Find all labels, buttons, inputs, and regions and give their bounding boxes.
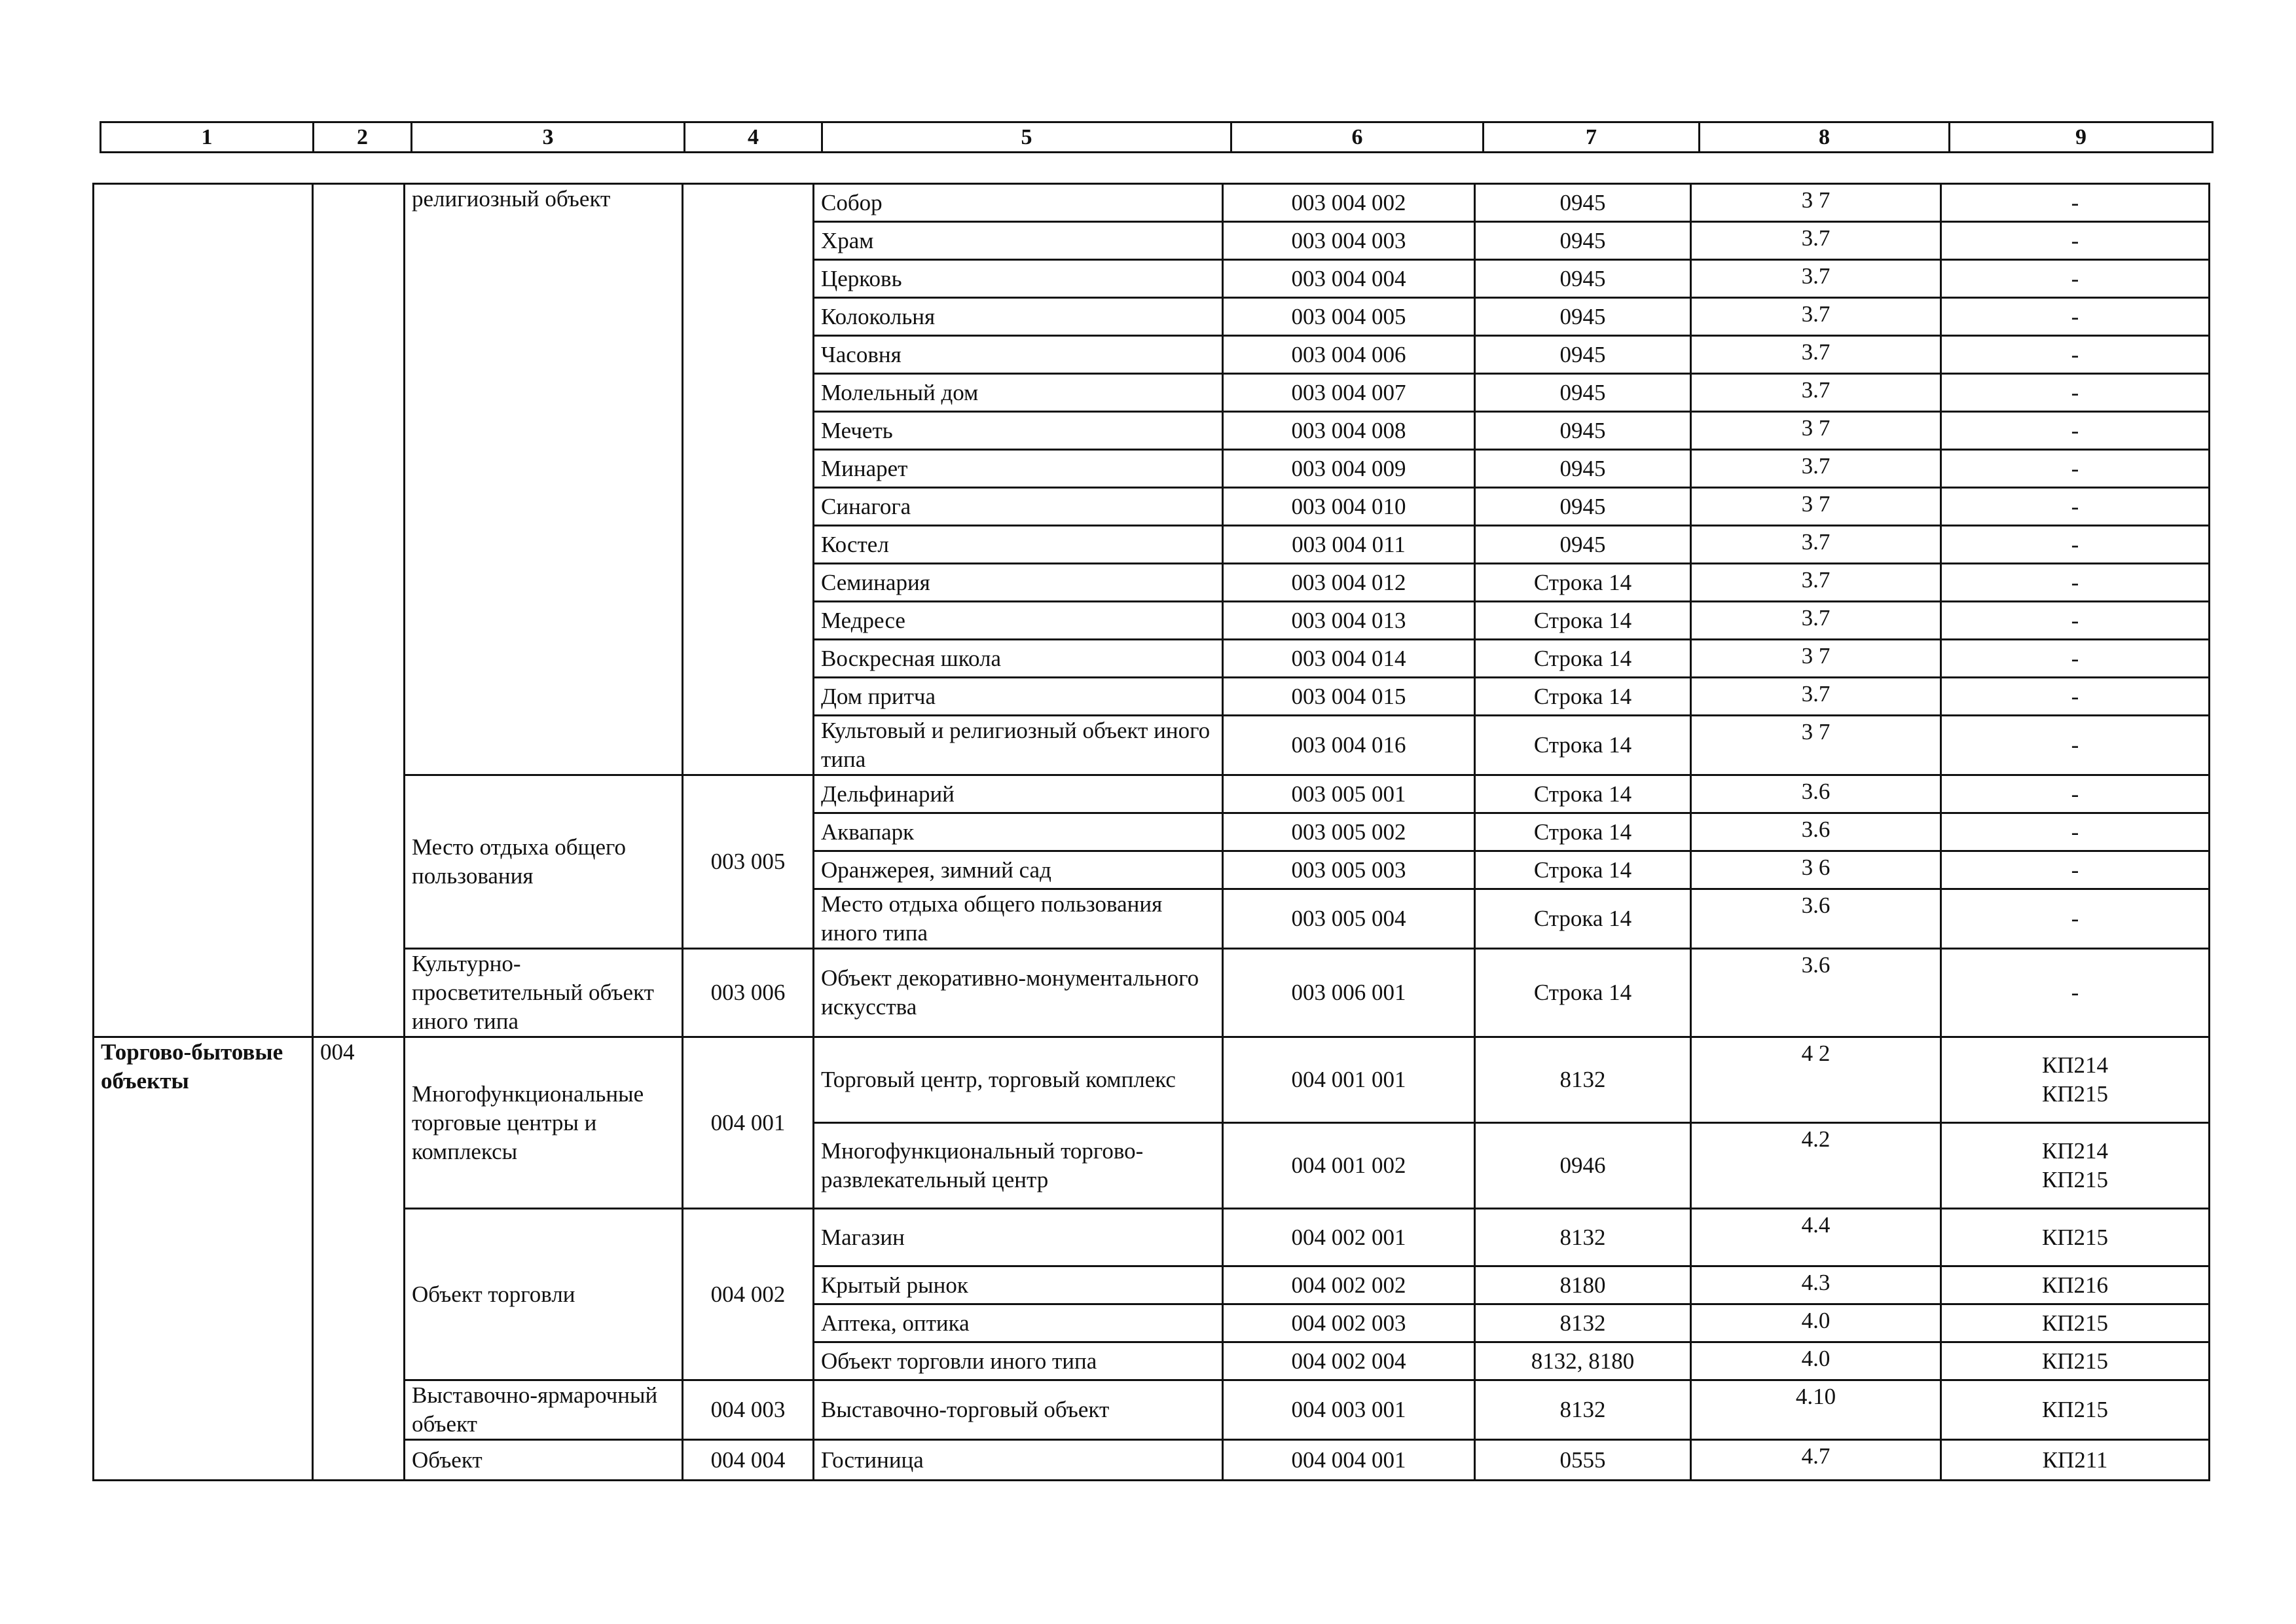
object-name-cell: Семинария (814, 564, 1223, 602)
group-code-cell (683, 184, 814, 775)
norm-cell: 3.7 (1691, 602, 1941, 640)
object-name-cell: Дельфинарий (814, 775, 1223, 813)
object-code-cell: 003 004 004 (1223, 260, 1475, 298)
category-name-cell (94, 184, 313, 1037)
kp-code-cell: - (1941, 222, 2210, 260)
object-name-cell: Гостиница (814, 1440, 1223, 1481)
category-code-cell: 004 (313, 1037, 405, 1481)
okof-code-cell: 8132, 8180 (1475, 1342, 1691, 1380)
object-name-cell: Мечеть (814, 412, 1223, 450)
okof-code-cell: 0945 (1475, 488, 1691, 526)
table-row (94, 1209, 2210, 1266)
group-name-cell: Объект (405, 1440, 683, 1481)
category-code-cell (313, 184, 405, 1037)
table-row (94, 1440, 2210, 1481)
kp-code-cell: - (1941, 813, 2210, 851)
object-name-cell: Дом притча (814, 678, 1223, 716)
norm-cell: 4 2 (1691, 1037, 1941, 1123)
object-code-cell: 004 002 002 (1223, 1266, 1475, 1304)
header-cell-5: 5 (822, 122, 1231, 153)
okof-code-cell: 0945 (1475, 374, 1691, 412)
table-row (94, 775, 2210, 813)
kp-code-cell: КП215 (1941, 1304, 2210, 1342)
kp-code-cell: - (1941, 374, 2210, 412)
kp-code-cell: - (1941, 851, 2210, 889)
okof-code-cell: Строка 14 (1475, 602, 1691, 640)
okof-code-cell: 0945 (1475, 336, 1691, 374)
norm-cell: 3.7 (1691, 336, 1941, 374)
okof-code-cell: 0945 (1475, 450, 1691, 488)
table-row (94, 184, 2210, 222)
group-code-cell: 003 005 (683, 775, 814, 949)
okof-code-cell: 8132 (1475, 1037, 1691, 1123)
group-code-cell: 004 002 (683, 1209, 814, 1380)
norm-cell: 3.7 (1691, 526, 1941, 564)
classifier-table (92, 183, 2210, 1481)
object-name-cell: Многофункциональный торгово-развлекательный центр (814, 1123, 1223, 1209)
kp-code-cell: КП214 КП215 (1941, 1037, 2210, 1123)
object-code-cell: 003 004 006 (1223, 336, 1475, 374)
object-name-cell: Часовня (814, 336, 1223, 374)
object-name-cell: Выставочно-торговый объект (814, 1380, 1223, 1440)
kp-code-cell: - (1941, 564, 2210, 602)
object-code-cell: 003 006 001 (1223, 949, 1475, 1037)
okof-code-cell: Строка 14 (1475, 640, 1691, 678)
object-code-cell: 004 004 001 (1223, 1440, 1475, 1481)
okof-code-cell: Строка 14 (1475, 678, 1691, 716)
norm-cell: 3.6 (1691, 775, 1941, 813)
object-name-cell: Молельный дом (814, 374, 1223, 412)
kp-code-cell: - (1941, 716, 2210, 775)
kp-code-cell: КП214 КП215 (1941, 1123, 2210, 1209)
norm-cell: 4.0 (1691, 1342, 1941, 1380)
object-name-cell: Аптека, оптика (814, 1304, 1223, 1342)
norm-cell: 4.3 (1691, 1266, 1941, 1304)
norm-cell: 4.7 (1691, 1440, 1941, 1481)
norm-cell: 3.7 (1691, 298, 1941, 336)
okof-code-cell: 0945 (1475, 526, 1691, 564)
object-code-cell: 003 005 002 (1223, 813, 1475, 851)
header-cell-6: 6 (1231, 122, 1484, 153)
object-code-cell: 003 004 010 (1223, 488, 1475, 526)
group-name-cell: Объект торговли (405, 1209, 683, 1380)
okof-code-cell: 8132 (1475, 1209, 1691, 1266)
header-cell-7: 7 (1484, 122, 1700, 153)
kp-code-cell: - (1941, 526, 2210, 564)
object-code-cell: 003 004 013 (1223, 602, 1475, 640)
object-code-cell: 003 004 009 (1223, 450, 1475, 488)
object-name-cell: Минарет (814, 450, 1223, 488)
okof-code-cell: 8132 (1475, 1304, 1691, 1342)
group-code-cell: 004 003 (683, 1380, 814, 1440)
norm-cell: 3.7 (1691, 678, 1941, 716)
object-name-cell: Церковь (814, 260, 1223, 298)
okof-code-cell: 8180 (1475, 1266, 1691, 1304)
norm-cell: 4.10 (1691, 1380, 1941, 1440)
kp-code-cell: - (1941, 488, 2210, 526)
norm-cell: 3 7 (1691, 716, 1941, 775)
norm-cell: 3.7 (1691, 260, 1941, 298)
norm-cell: 3 6 (1691, 851, 1941, 889)
group-name-cell: религиозный объект (405, 184, 683, 775)
object-code-cell: 003 004 002 (1223, 184, 1475, 222)
header-cell-9: 9 (1950, 122, 2213, 153)
kp-code-cell: - (1941, 949, 2210, 1037)
header-cell-8: 8 (1700, 122, 1950, 153)
okof-code-cell: Строка 14 (1475, 813, 1691, 851)
norm-cell: 3.7 (1691, 222, 1941, 260)
object-name-cell: Костел (814, 526, 1223, 564)
group-name-cell: Культурно-просветительный объект иного типа (405, 949, 683, 1037)
kp-code-cell: - (1941, 184, 2210, 222)
object-name-cell: Медресе (814, 602, 1223, 640)
header-row (101, 122, 2213, 153)
group-name-cell: Многофункциональные торговые центры и комплексы (405, 1037, 683, 1209)
object-code-cell: 004 003 001 (1223, 1380, 1475, 1440)
okof-code-cell: 8132 (1475, 1380, 1691, 1440)
object-name-cell: Место отдыха общего пользования иного типа (814, 889, 1223, 949)
okof-code-cell: 0946 (1475, 1123, 1691, 1209)
object-code-cell: 003 004 015 (1223, 678, 1475, 716)
norm-cell: 3 7 (1691, 640, 1941, 678)
table-body (94, 184, 2210, 1481)
object-code-cell: 003 004 011 (1223, 526, 1475, 564)
header-cell-2: 2 (314, 122, 412, 153)
object-code-cell: 003 004 005 (1223, 298, 1475, 336)
object-name-cell: Торговый центр, торговый комплекс (814, 1037, 1223, 1123)
header-cell-3: 3 (412, 122, 685, 153)
object-code-cell: 004 001 001 (1223, 1037, 1475, 1123)
okof-code-cell: 0945 (1475, 184, 1691, 222)
kp-code-cell: КП215 (1941, 1380, 2210, 1440)
group-name-cell: Выставочно-ярмарочный объект (405, 1380, 683, 1440)
object-name-cell: Культовый и религиозный объект иного типа (814, 716, 1223, 775)
table-row (94, 949, 2210, 1037)
object-code-cell: 003 005 004 (1223, 889, 1475, 949)
okof-code-cell: 0945 (1475, 298, 1691, 336)
group-code-cell: 004 001 (683, 1037, 814, 1209)
category-name-cell: Торгово-бытовые объекты (94, 1037, 313, 1481)
group-code-cell: 004 004 (683, 1440, 814, 1481)
kp-code-cell: - (1941, 260, 2210, 298)
object-code-cell: 004 002 004 (1223, 1342, 1475, 1380)
object-code-cell: 004 002 003 (1223, 1304, 1475, 1342)
kp-code-cell: - (1941, 678, 2210, 716)
norm-cell: 4.4 (1691, 1209, 1941, 1266)
object-name-cell: Колокольня (814, 298, 1223, 336)
norm-cell: 4.0 (1691, 1304, 1941, 1342)
kp-code-cell: - (1941, 336, 2210, 374)
okof-code-cell: 0945 (1475, 412, 1691, 450)
norm-cell: 3.6 (1691, 889, 1941, 949)
kp-code-cell: - (1941, 640, 2210, 678)
object-code-cell: 003 004 003 (1223, 222, 1475, 260)
object-name-cell: Воскресная школа (814, 640, 1223, 678)
norm-cell: 3.7 (1691, 374, 1941, 412)
object-code-cell: 003 004 014 (1223, 640, 1475, 678)
object-code-cell: 003 005 003 (1223, 851, 1475, 889)
okof-code-cell: 0555 (1475, 1440, 1691, 1481)
object-code-cell: 003 004 016 (1223, 716, 1475, 775)
okof-code-cell: Строка 14 (1475, 716, 1691, 775)
okof-code-cell: Строка 14 (1475, 889, 1691, 949)
norm-cell: 4.2 (1691, 1123, 1941, 1209)
object-code-cell: 003 004 007 (1223, 374, 1475, 412)
object-name-cell: Объект торговли иного типа (814, 1342, 1223, 1380)
object-name-cell: Крытый рынок (814, 1266, 1223, 1304)
kp-code-cell: - (1941, 450, 2210, 488)
header-cell-4: 4 (685, 122, 822, 153)
okof-code-cell: 0945 (1475, 222, 1691, 260)
norm-cell: 3.6 (1691, 949, 1941, 1037)
norm-cell: 3 7 (1691, 184, 1941, 222)
okof-code-cell: Строка 14 (1475, 775, 1691, 813)
kp-code-cell: КП215 (1941, 1209, 2210, 1266)
kp-code-cell: КП215 (1941, 1342, 2210, 1380)
kp-code-cell: - (1941, 602, 2210, 640)
column-number-header (100, 121, 2214, 153)
kp-code-cell: - (1941, 775, 2210, 813)
kp-code-cell: КП211 (1941, 1440, 2210, 1481)
norm-cell: 3.6 (1691, 813, 1941, 851)
object-code-cell: 003 004 012 (1223, 564, 1475, 602)
object-code-cell: 003 004 008 (1223, 412, 1475, 450)
object-code-cell: 003 005 001 (1223, 775, 1475, 813)
object-name-cell: Аквапарк (814, 813, 1223, 851)
kp-code-cell: КП216 (1941, 1266, 2210, 1304)
okof-code-cell: Строка 14 (1475, 564, 1691, 602)
object-code-cell: 004 001 002 (1223, 1123, 1475, 1209)
norm-cell: 3.7 (1691, 564, 1941, 602)
object-code-cell: 004 002 001 (1223, 1209, 1475, 1266)
norm-cell: 3 7 (1691, 488, 1941, 526)
object-name-cell: Собор (814, 184, 1223, 222)
group-code-cell: 003 006 (683, 949, 814, 1037)
norm-cell: 3.7 (1691, 450, 1941, 488)
object-name-cell: Объект декоративно-монументального искусства (814, 949, 1223, 1037)
object-name-cell: Храм (814, 222, 1223, 260)
object-name-cell: Синагога (814, 488, 1223, 526)
okof-code-cell: Строка 14 (1475, 949, 1691, 1037)
kp-code-cell: - (1941, 889, 2210, 949)
kp-code-cell: - (1941, 298, 2210, 336)
table-row (94, 1380, 2210, 1440)
norm-cell: 3 7 (1691, 412, 1941, 450)
group-name-cell: Место отдыха общего пользования (405, 775, 683, 949)
header-cell-1: 1 (101, 122, 314, 153)
okof-code-cell: Строка 14 (1475, 851, 1691, 889)
okof-code-cell: 0945 (1475, 260, 1691, 298)
table-row (94, 1037, 2210, 1123)
object-name-cell: Оранжерея, зимний сад (814, 851, 1223, 889)
object-name-cell: Магазин (814, 1209, 1223, 1266)
kp-code-cell: - (1941, 412, 2210, 450)
